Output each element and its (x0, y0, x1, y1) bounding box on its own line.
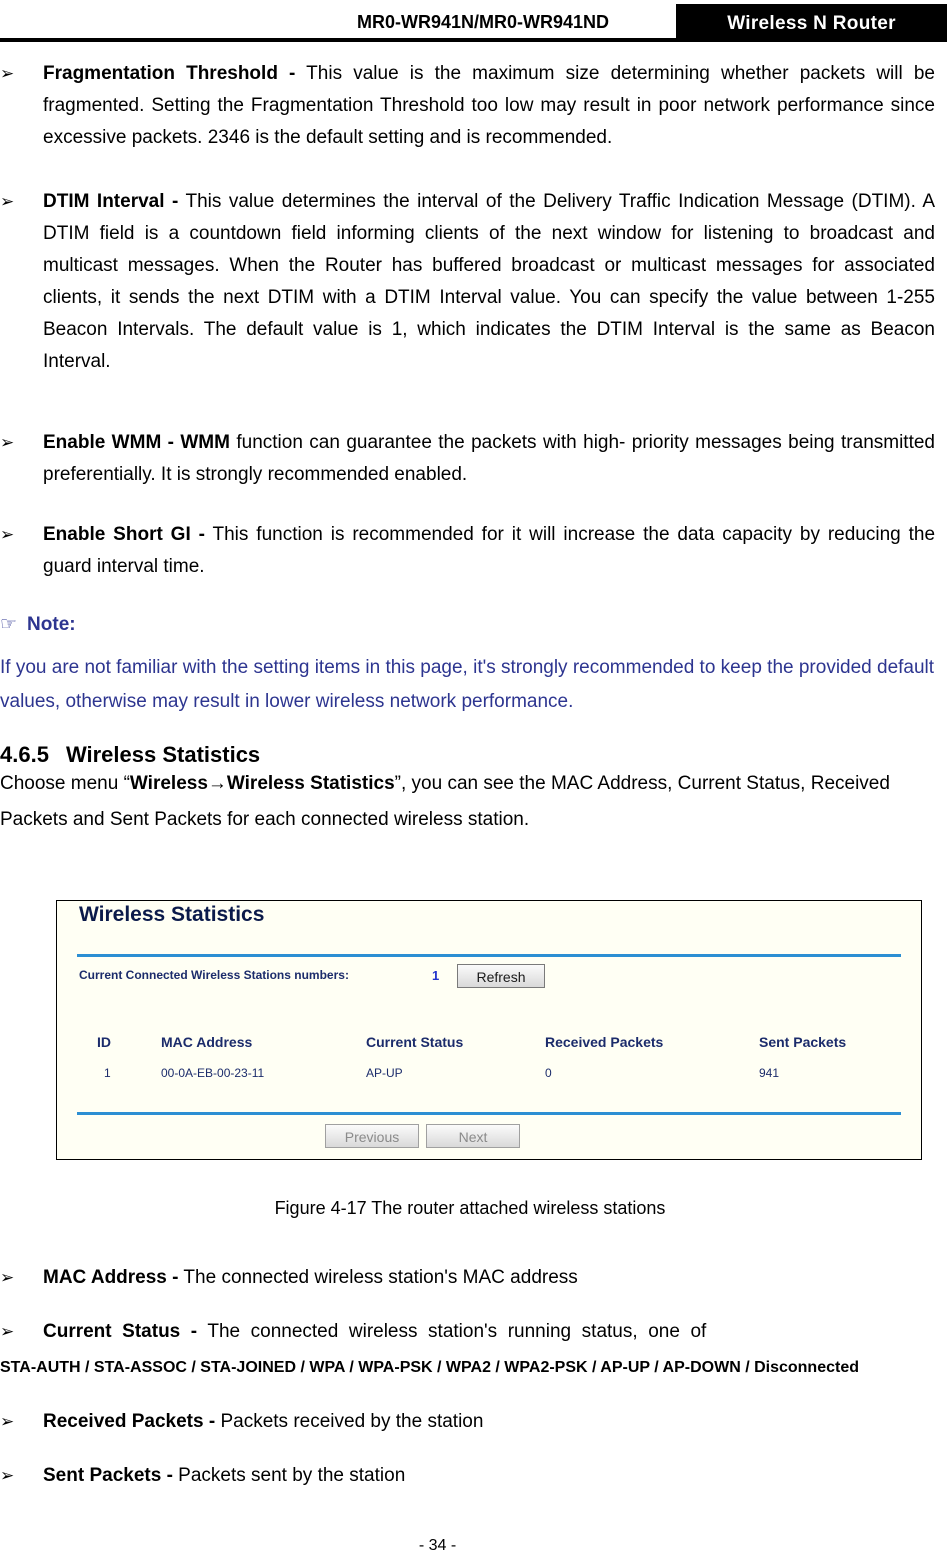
bullet-dtim (0, 186, 935, 378)
bullet-text: The connected wireless station's MAC address (178, 1267, 578, 1288)
bullet-current-status (0, 1316, 935, 1348)
stations-count-value: 1 (432, 968, 440, 983)
menu-path: Wireless→Wireless Statistics (129, 773, 395, 794)
bullet-wmm (0, 427, 935, 491)
column-header-id: ID (97, 1034, 111, 1050)
bullet-fragmentation (0, 58, 935, 154)
figure-caption: Figure 4-17 The router attached wireless stations (274, 1198, 666, 1218)
intro-text-start: Choose menu “ (0, 773, 130, 794)
note-title (0, 613, 76, 636)
arrow-bullet-icon: ➢ (0, 1412, 15, 1432)
figure-divider-bottom (77, 1112, 901, 1115)
bullet-term: Enable Short GI - (43, 524, 205, 545)
bullet-sent-packets (0, 1460, 935, 1492)
figure-title: Wireless Statistics (79, 903, 265, 926)
section-title: Wireless Statistics (65, 742, 261, 767)
section-intro (0, 766, 944, 838)
arrow-bullet-icon: ➢ (0, 1322, 15, 1342)
bullet-text: This value is the maximum size determining whether packets will be fragmented. Setting the Fragmentation Threshold too low may result in poor network performance since excessive packets. 2346 is the default setting and is recommended. (43, 63, 935, 148)
column-header-status: Current Status (366, 1034, 464, 1050)
arrow-bullet-icon: ➢ (0, 1268, 15, 1288)
cell-mac: 00-0A-EB-00-23-11 (161, 1066, 265, 1080)
refresh-button[interactable]: Refresh (457, 964, 545, 988)
bullet-term: Sent Packets - (43, 1465, 173, 1486)
header-rule (0, 38, 947, 42)
section-heading (0, 742, 260, 768)
bullet-term: Current Status - (43, 1321, 198, 1342)
bullet-term: Fragmentation Threshold - (43, 63, 296, 84)
model-name: MR0-WR941N/MR0-WR941ND (357, 12, 610, 32)
bullet-mac-address (0, 1262, 935, 1294)
bullet-term: Received Packets - (43, 1411, 216, 1432)
arrow-bullet-icon: ➢ (0, 433, 15, 453)
pointing-hand-icon: ☞ (0, 613, 18, 635)
intro-text-end: ”, you can see the MAC Address, Current Status, Received Packets and Sent Packets for each connected wireless station. (0, 773, 890, 830)
note-body: If you are not familiar with the setting items in this page, it's strongly recommended to keep the provided default values, otherwise may result in lower wireless network performance. (0, 657, 935, 712)
status-values-list: STA-AUTH / STA-ASSOC / STA-JOINED / WPA / WPA-PSK / WPA2 / WPA2-PSK / AP-UP / AP-DOWN / Disconnected (0, 1359, 859, 1376)
next-button[interactable]: Next (426, 1124, 520, 1148)
bullet-text: Packets received by the station (215, 1411, 484, 1432)
bullet-received-packets (0, 1406, 935, 1438)
note-title-text: Note: (27, 614, 76, 635)
cell-sent: 941 (759, 1066, 780, 1080)
bullet-text: This function is recommended for it will increase the data capacity by reducing the guard interval time. (43, 524, 936, 577)
previous-button[interactable]: Previous (325, 1124, 419, 1148)
stations-count-label: Current Connected Wireless Stations numbers: (79, 968, 349, 982)
arrow-bullet-icon: ➢ (0, 1466, 15, 1486)
column-header-sent: Sent Packets (759, 1034, 847, 1050)
cell-received: 0 (545, 1066, 552, 1080)
bullet-short-gi (0, 519, 935, 583)
bullet-text: The connected wireless station's running status, one of (197, 1321, 712, 1342)
column-header-mac: MAC Address (161, 1034, 253, 1050)
bullet-text: function can guarantee the packets with high- priority messages being transmitted preferentially. It is strongly recommended enabled. (43, 432, 935, 485)
bullet-text: Packets sent by the station (172, 1465, 406, 1486)
cell-status: AP-UP (366, 1066, 403, 1080)
bullet-term: DTIM Interval - (43, 191, 179, 212)
bullet-text: This value determines the interval of the Delivery Traffic Indication Message (DTIM). A DTIM field is a countdown field informing clients of the next window for listening to broadcast and multicast messages. When the Router has buffered broadcast or multicast messages for associated clients, it sends the next DTIM with a DTIM Interval value. You can specify the value between 1-255 Beacon Intervals. The default value is 1, which indicates the DTIM Interval is the same as Beacon Interval. (43, 191, 936, 372)
arrow-bullet-icon: ➢ (0, 64, 15, 84)
page-header (0, 0, 947, 42)
cell-id: 1 (104, 1066, 111, 1080)
product-tag: Wireless N Router (676, 4, 947, 40)
bullet-term: Enable WMM - WMM (43, 432, 230, 453)
page-number: - 34 - (418, 1537, 457, 1554)
bullet-term: MAC Address - (43, 1267, 179, 1288)
arrow-bullet-icon: ➢ (0, 192, 15, 212)
section-number: 4.6.5 (0, 742, 49, 767)
column-header-received: Received Packets (545, 1034, 664, 1050)
wireless-statistics-screenshot (56, 900, 922, 1160)
figure-divider-top (77, 954, 901, 957)
arrow-bullet-icon: ➢ (0, 525, 15, 545)
